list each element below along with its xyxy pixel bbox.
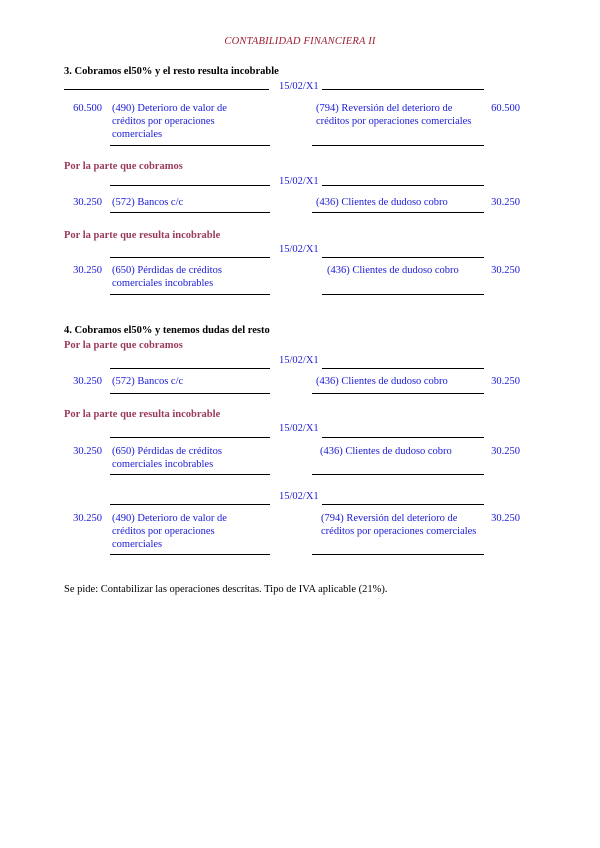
- entry-date: 15/02/X1: [279, 491, 319, 502]
- section-4-title: 4. Cobramos el50% y tenemos dudas del resto: [64, 325, 270, 336]
- divider: [110, 554, 270, 555]
- debit-amount: 30.250: [73, 376, 102, 387]
- subsection-title: Por la parte que resulta incobrable: [64, 409, 221, 420]
- divider: [322, 294, 484, 295]
- divider: [110, 212, 270, 213]
- entry-date: 15/02/X1: [279, 81, 319, 92]
- entry-date: 15/02/X1: [279, 355, 319, 366]
- credit-amount: 30.250: [491, 265, 520, 276]
- divider: [64, 89, 269, 90]
- section-3-title: 3. Cobramos el50% y el resto resulta incobrable: [64, 66, 279, 77]
- debit-amount: 30.250: [73, 513, 102, 524]
- divider: [322, 257, 484, 258]
- debit-account: (490) Deterioro de valor de créditos por operaciones comerciales: [112, 513, 227, 550]
- divider: [322, 504, 484, 505]
- divider: [110, 393, 270, 394]
- debit-amount: 30.250: [73, 265, 102, 276]
- subsection-title: Por la parte que cobramos: [64, 340, 183, 351]
- debit-account: (490) Deterioro de valor de créditos por operaciones comerciales: [112, 103, 227, 140]
- divider: [110, 504, 270, 505]
- debit-amount: 30.250: [73, 446, 102, 457]
- divider: [110, 294, 270, 295]
- credit-amount: 30.250: [491, 197, 520, 208]
- credit-account: (436) Clientes de dudoso cobro: [320, 446, 452, 457]
- divider: [322, 437, 484, 438]
- instructions-text: Se pide: Contabilizar las operaciones descritas. Tipo de IVA aplicable (21%).: [64, 584, 388, 595]
- subsection-title: Por la parte que resulta incobrable: [64, 230, 221, 241]
- entry-date: 15/02/X1: [279, 176, 319, 187]
- divider: [110, 368, 270, 369]
- debit-amount: 60.500: [73, 103, 102, 114]
- credit-account: (794) Reversión del deterioro de créditos por operaciones comerciales: [321, 513, 477, 537]
- divider: [312, 474, 484, 475]
- page-header: CONTABILIDAD FINANCIERA II: [224, 36, 376, 47]
- divider: [110, 437, 270, 438]
- debit-account: (572) Bancos c/c: [112, 376, 184, 387]
- entry-date: 15/02/X1: [279, 423, 319, 434]
- divider: [110, 474, 270, 475]
- debit-account: (572) Bancos c/c: [112, 197, 184, 208]
- divider: [110, 185, 270, 186]
- debit-amount: 30.250: [73, 197, 102, 208]
- divider: [110, 257, 270, 258]
- divider: [312, 212, 484, 213]
- divider: [322, 368, 484, 369]
- credit-account: (436) Clientes de dudoso cobro: [327, 265, 459, 276]
- divider: [322, 185, 484, 186]
- divider: [322, 89, 484, 90]
- credit-account: (436) Clientes de dudoso cobro: [316, 376, 448, 387]
- entry-date: 15/02/X1: [279, 244, 319, 255]
- divider: [312, 393, 484, 394]
- divider: [110, 145, 270, 146]
- divider: [312, 554, 484, 555]
- debit-account: (650) Pérdidas de créditos comerciales incobrables: [112, 446, 222, 470]
- credit-account: (436) Clientes de dudoso cobro: [316, 197, 448, 208]
- credit-amount: 30.250: [491, 513, 520, 524]
- credit-amount: 30.250: [491, 376, 520, 387]
- credit-amount: 30.250: [491, 446, 520, 457]
- subsection-title: Por la parte que cobramos: [64, 161, 183, 172]
- divider: [312, 145, 484, 146]
- credit-amount: 60.500: [491, 103, 520, 114]
- debit-account: (650) Pérdidas de créditos comerciales incobrables: [112, 265, 222, 289]
- credit-account: (794) Reversión del deterioro de créditos por operaciones comerciales: [316, 103, 472, 127]
